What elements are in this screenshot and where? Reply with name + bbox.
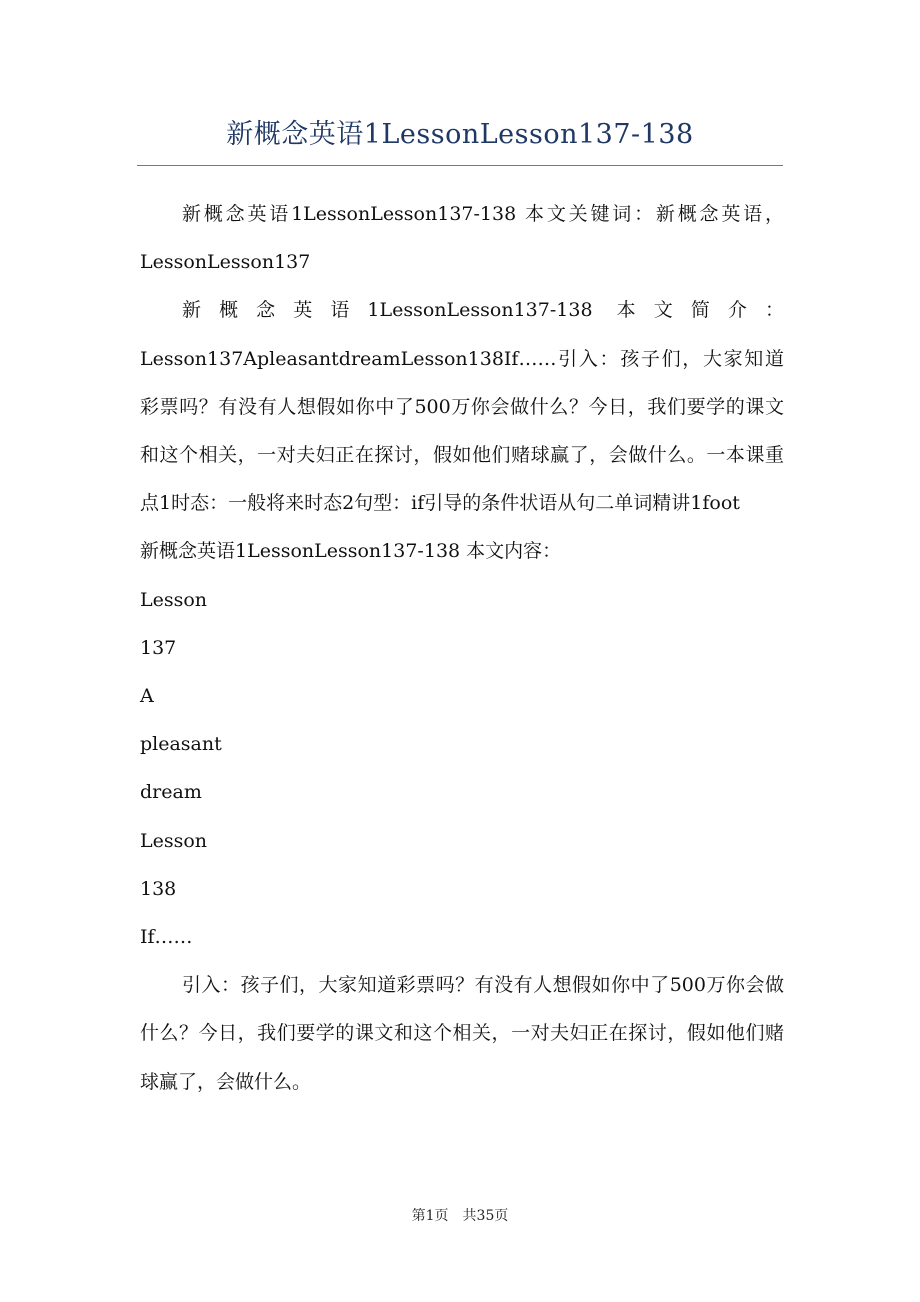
page-number: 第1页: [411, 1208, 449, 1224]
content-label: 新概念英语1LessonLesson137-138 本文内容：: [140, 540, 562, 563]
intro-paragraph: 引入：孩子们，大家知道彩票吗？有没有人想假如你中了500万你会做什么？今日，我们要学的课文和这个相关，一对夫妇正在探讨，假如他们赌球赢了，会做什么。: [140, 974, 784, 1093]
content-line: 137: [140, 636, 177, 659]
content-line: Lesson: [140, 588, 208, 611]
content-line: dream: [140, 781, 202, 804]
document-body: [140, 190, 784, 1106]
summary-paragraph: 新概念英语1LessonLesson137-138 本文简介：Lesson137ApleasantdreamLesson138If……引入：孩子们，大家知道彩票吗？有没有人想假如你中了500万你会做什么？今日，我们要学的课文和这个相关，一对夫妇正在探讨，假如他们赌球赢了，会做什么。一本课重点1时态：一般将来时态2句型：if引导的条件状语从句二单词精讲1foot: [140, 299, 784, 515]
keywords-paragraph: 新概念英语1LessonLesson137-138 本文关键词：新概念英语，LessonLesson137: [140, 203, 784, 274]
content-line: pleasant: [140, 733, 222, 756]
page-total: 共35页: [462, 1208, 509, 1224]
content-line: Lesson: [140, 829, 208, 852]
content-line: 138: [140, 877, 177, 900]
content-line: If……: [140, 926, 193, 949]
title-underline: [137, 165, 783, 166]
content-line: A: [140, 685, 154, 708]
page-footer: [0, 1205, 920, 1227]
document-title: 新概念英语1LessonLesson137-138: [226, 119, 694, 150]
